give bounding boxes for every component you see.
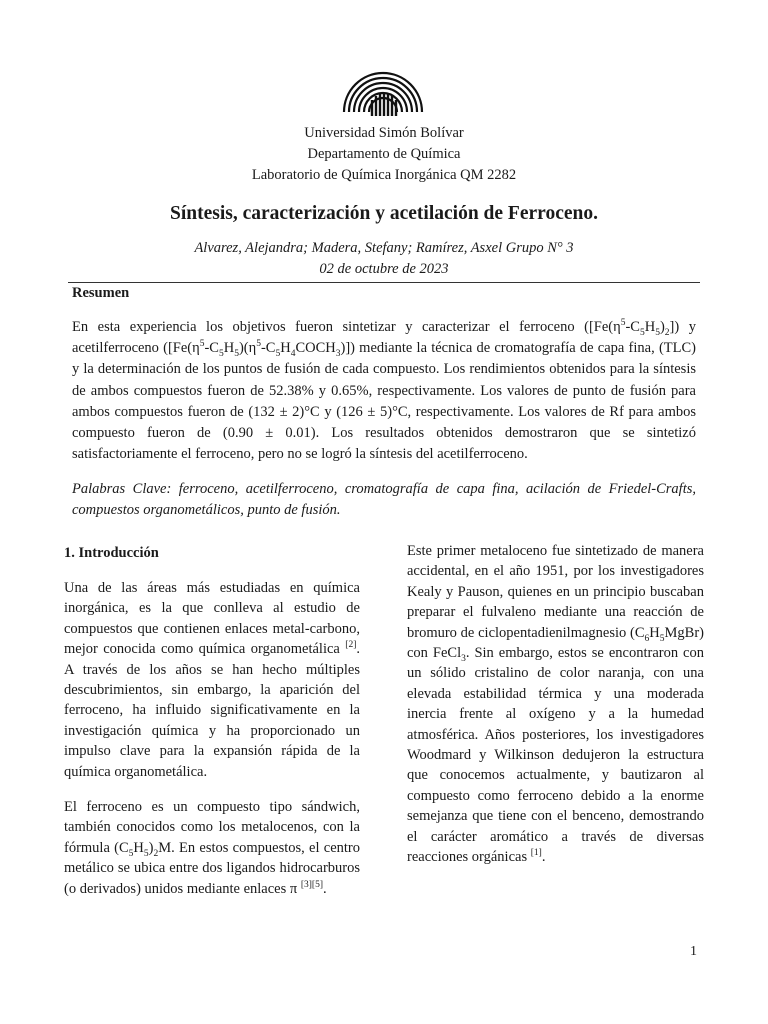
citation: [2] <box>345 640 357 651</box>
laboratory-name: Laboratorio de Química Inorgánica QM 2282 <box>251 167 517 183</box>
institution-header <box>0 123 768 186</box>
paper-date: 02 de octubre de 2023 <box>319 261 449 277</box>
authors: Alvarez, Alejandra; Madera, Stefany; Ramírez, Asxel Grupo N° 3 <box>194 240 574 256</box>
abstract-text: En esta experiencia los objetivos fueron sintetizar y caracterizar el ferroceno $([Fe(\eta^5-C_5H_5)_2])$ y acetilferroceno $([Fe(\eta^5-C_5H_5)(\eta^5-C_5H_4COCH_3)])$ mediante la técnica de cromatografía de capa fina, (TLC) y la determinación de los puntos de fusión de cada compuesto. Los rendimientos obtenidos para la síntesis de ambos compuestos fueron de 52.38% y 0.65%, respectivamente. Los valores de punto de fusión para ambos compuestos fueron de (132 ± 2)°C y (126 ± 5)°C, respectivamente. Los valores de Rf para ambos compuesto fueron de (0.90 ± 0.01). Los resultados obtenidos demostraron que se sintetizó satisfactoriamente el ferroceno, pero no se logró la síntesis del acetilferroceno. <box>72 318 696 463</box>
author-block <box>0 238 768 280</box>
university-name: Universidad Simón Bolívar <box>304 125 464 141</box>
abstract-heading: Resumen <box>72 285 130 301</box>
paragraph: Este primer metaloceno fue sintetizado de manera accidental, en el año 1951, por los investigadores Kealy y Pauson, quienes en un principio buscaban preparar el fulvaleno mediante una reacción de bromuro de ciclopentadienilmagnesio $(C_6H_5MgBr)$ con FeCl$_3$. Sin embargo, estos se encontraron con un sólido cristalino de color naranja, con una elevada estabilidad térmica y una moderada inercia frente al oxígeno y a la humedad atmosférica. Años posteriores, los investigadores Woodmard y Wilkinson dedujeron la estructura que conocemos actualmente, y bautizaron al compuesto como ferroceno debido a la enorme semejanza que tiene con el benceno, demostrando el carácter aromático a través de diversas reacciones orgánicas [1]. <box>407 543 704 866</box>
paragraph: El ferroceno es un compuesto tipo sándwich, también conocidos como los metalocenos, con la fórmula $(C_5H_5)_2M$. En estos compuestos, el centro metálico se ubica entre dos ligandos hidrocarburos (o derivados) unidos mediante enlaces π [3][5]. <box>64 799 360 897</box>
department-name: Departamento de Química <box>307 146 461 162</box>
citation: [3][5] <box>300 879 323 890</box>
paragraph: Una de las áreas más estudiadas en química inorgánica, es la que conlleva al estudio de compuestos que contienen enlaces metal-carbono, mejor conocida como química organometálica [2]. A través de los años se han hecho múltiples descubrimientos, sin embargo, la aparición del ferroceno, ha influido significativamente en la investigación química y ha proporcionado un impulso clave para la expansión rápida de la química organometálica. <box>64 580 360 780</box>
column-left <box>64 543 360 914</box>
paper-title: Síntesis, caracterización y acetilación de Ferroceno. <box>170 203 598 224</box>
citation: [1] <box>530 848 542 859</box>
keywords: Palabras Clave: ferroceno, acetilferroceno, cromatografía de capa fina, acilación de Friedel-Crafts, compuestos organometálicos, punto de fusión. <box>72 481 696 519</box>
column-right <box>407 541 704 883</box>
section-heading-introduction: 1. Introducción <box>64 545 159 561</box>
section-divider <box>68 282 700 283</box>
page-number: 1 <box>690 944 697 959</box>
university-logo-icon <box>340 60 426 118</box>
